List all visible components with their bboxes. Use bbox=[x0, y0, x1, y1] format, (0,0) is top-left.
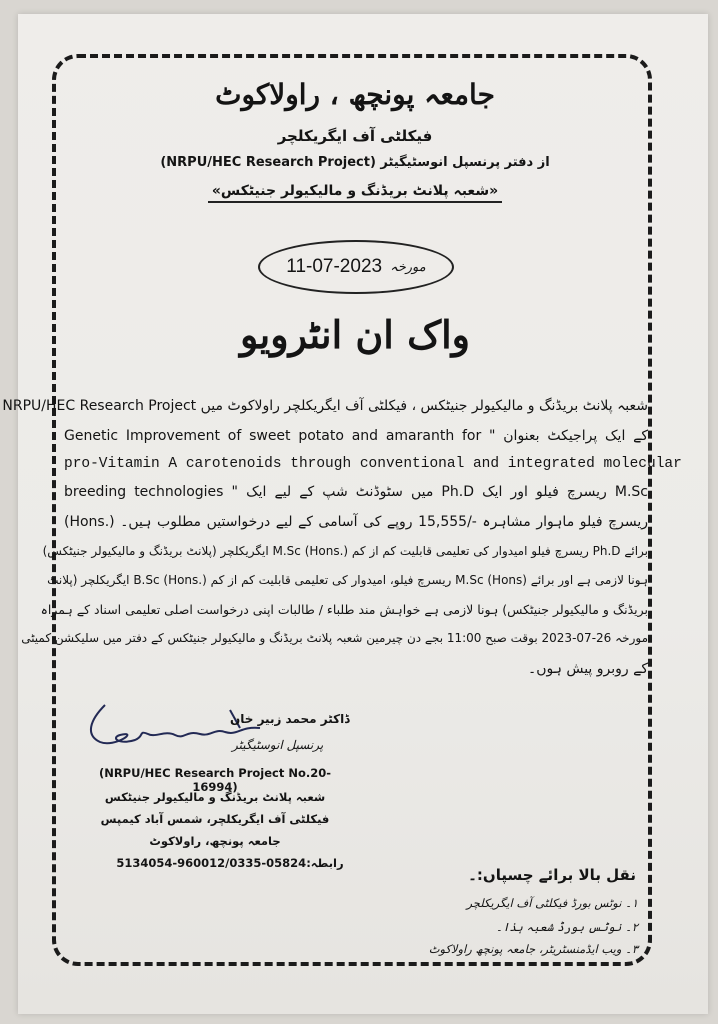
body-line-3: pro-Vitamin A carotenoids through conventional and integrated molecular bbox=[64, 456, 682, 472]
page-title: واک ان انٹرویو bbox=[240, 312, 470, 357]
faculty-name: فیکلٹی آف ایگریکلچر bbox=[277, 127, 433, 145]
body-line-1: شعبہ پلانٹ بریڈنگ و مالیکیولر جنیٹکس ، فیکلٹی آف ایگریکلچر راولاکوٹ میں NRPU/HEC Research Project bbox=[2, 398, 648, 414]
copies-heading: نقل بالا برائے چسپاں:۔ bbox=[468, 866, 636, 884]
body-line-6: برائے Ph.D ریسرچ فیلو امیدوار کی تعلیمی قابلیت کم از کم M.Sc (Hons.) ایگریکلچر (پلانٹ بریڈنگ و مالیکیولر جنیٹکس) bbox=[42, 544, 648, 558]
copy-item-1: ۱۔ نوٹس بورڈ فیکلٹی آف ایگریکلچر bbox=[466, 896, 638, 910]
body-line-4: breeding technologies " میں سٹوڈنٹ شپ کے لیے ایک Ph.D ریسرچ فیلو اور ایک M.Sc bbox=[64, 484, 648, 500]
university-name: جامعہ پونچھ ، راولاکوٹ bbox=[215, 78, 495, 111]
department-line bbox=[60, 183, 650, 199]
body-line-9: مورخہ 26-07-2023 بوقت صبح 11:00 بجے دن چیرمین شعبہ پلانٹ بریڈنگ و مالیکیولر جنیٹکس کے دفتر میں سلیکشن کمیٹی bbox=[21, 631, 648, 645]
copy-item-3: ۳۔ ویب ایڈمنسٹریٹر، جامعہ پونچھ راولاکوٹ bbox=[428, 942, 638, 956]
signatory-title: پرنسپل انوسٹیگیٹر bbox=[232, 738, 324, 752]
body-line-10: کے روبرو پیش ہوں۔ bbox=[527, 661, 648, 677]
body-line-5: (Hons.) ریسرچ فیلو ماہوار مشاہرہ -/15,555 روپے کی آسامی کے لیے درخواستیں مطلوب ہیں۔ bbox=[64, 514, 648, 530]
body-line-2: کے ایک پراجیکٹ بعنوان " Genetic Improvement of sweet potato and amaranth for bbox=[64, 428, 648, 444]
body-line-8: بریڈنگ و مالیکیولر جنیٹکس) ہونا لازمی ہے خواہش مند طلباء / طالبات اپنی درخواست اصلی تعلیمی اسناد کے ہمراہ bbox=[40, 602, 648, 617]
project-number: (NRPU/HEC Research Project No.20-16994) bbox=[98, 766, 332, 794]
department-text: «شعبہ پلانٹ بریڈنگ و مالیکیولر جنیٹکس» bbox=[208, 183, 502, 203]
contact-numbers: رابطہ:05824-960012/0335-5134054 bbox=[116, 856, 344, 870]
office-university: جامعہ پونچھ، راولاکوٹ bbox=[149, 834, 281, 848]
date-label: مورخہ bbox=[390, 259, 426, 275]
date-value: 11-07-2023 bbox=[286, 256, 383, 277]
copy-item-2: ۲۔ نوٹس بورڈ شعبہ ہذا۔ bbox=[495, 920, 638, 934]
office-department: شعبہ پلانٹ بریڈنگ و مالیکیولر جنیٹکس bbox=[104, 790, 326, 804]
office-line: از دفتر پرنسپل انوسٹیگیٹر (NRPU/HEC Research Project) bbox=[160, 155, 550, 170]
office-faculty: فیکلٹی آف ایگریکلچر، شمس آباد کیمپس bbox=[100, 812, 330, 826]
date-oval bbox=[258, 240, 454, 294]
signatory-name: ڈاکٹر محمد زبیر خان bbox=[230, 712, 350, 726]
body-line-7: ہونا لازمی ہے اور برائے M.Sc (Hons) ریسرچ فیلو، امیدوار کی تعلیمی قابلیت کم از کم B.Sc (Hons.) ایگریکلچر (پلانٹ bbox=[47, 573, 648, 587]
